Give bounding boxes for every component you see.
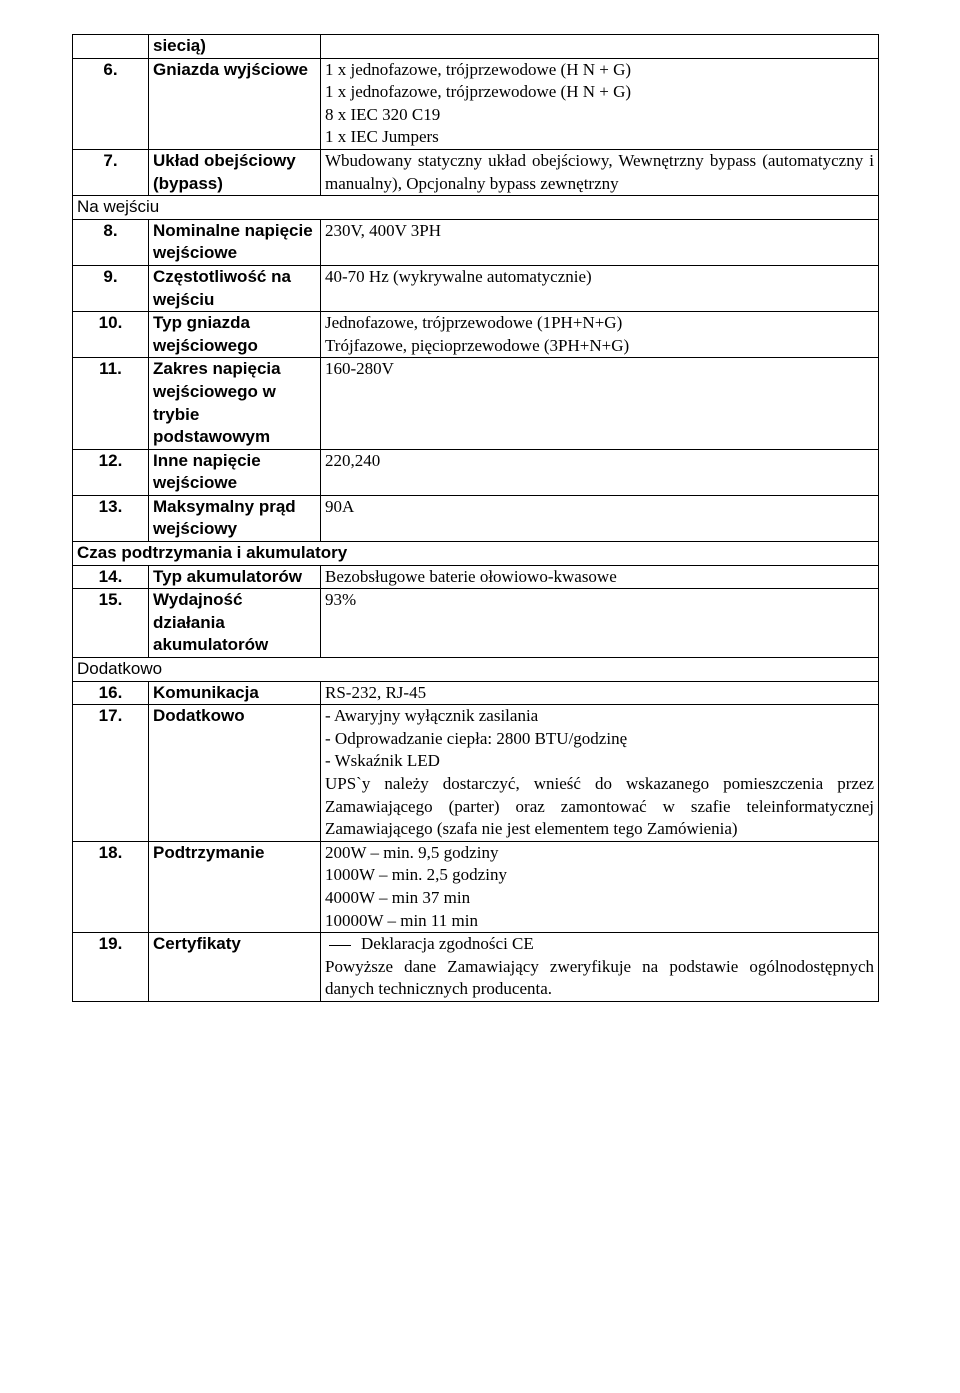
value-line: 4000W – min 37 min — [325, 887, 471, 907]
row-value-cell — [321, 495, 879, 541]
row-value-cell — [321, 841, 879, 932]
section-header: Na wejściu — [73, 196, 879, 220]
row-number: 14. — [73, 565, 149, 589]
row-value-cell — [321, 933, 879, 1002]
row-label: siecią) — [149, 35, 321, 59]
table-row — [73, 312, 879, 358]
table-row — [73, 219, 879, 265]
row-value-cell — [321, 565, 879, 589]
section-header: Dodatkowo — [73, 658, 879, 682]
row-number: 6. — [73, 58, 149, 149]
value-line: 8 x IEC 320 C19 — [325, 104, 441, 124]
row-value-cell — [321, 219, 879, 265]
row-number: 11. — [73, 358, 149, 449]
row-label: Nominalne napięcie wejściowe — [149, 219, 321, 265]
value-paragraph: Wbudowany statyczny układ obejściowy, Wewnętrzny bypass (automatyczny i manualny), Opcjonalny bypass zewnętrzny — [325, 150, 874, 193]
table-row — [73, 681, 879, 705]
value-line: 200W – min. 9,5 godziny — [325, 842, 499, 862]
table-row — [73, 358, 879, 449]
row-label: Częstotliwość na wejściu — [149, 265, 321, 311]
table-row — [73, 495, 879, 541]
row-value-cell — [321, 449, 879, 495]
value-line — [325, 933, 874, 956]
specification-table-body — [73, 35, 879, 1002]
row-value-cell — [321, 58, 879, 149]
row-label: Gniazda wyjściowe — [149, 58, 321, 149]
row-number: 8. — [73, 219, 149, 265]
row-value-cell — [321, 265, 879, 311]
value-line: 1 x jednofazowe, trójprzewodowe (H N + G) — [325, 82, 632, 102]
section-header: Czas podtrzymania i akumulatory — [73, 542, 879, 566]
row-value-cell — [321, 705, 879, 842]
row-number: 12. — [73, 449, 149, 495]
row-label: Certyfikaty — [149, 933, 321, 1002]
row-number: 10. — [73, 312, 149, 358]
row-value-cell — [321, 35, 879, 59]
row-label: Dodatkowo — [149, 705, 321, 842]
row-label: Maksymalny prąd wejściowy — [149, 495, 321, 541]
row-number: 17. — [73, 705, 149, 842]
value-line: 1 x IEC Jumpers — [325, 127, 439, 147]
table-row — [73, 265, 879, 311]
value-line: 1 x jednofazowe, trójprzewodowe (H N + G) — [325, 59, 632, 79]
row-value-cell — [321, 312, 879, 358]
value-line: 230V, 400V 3PH — [325, 220, 442, 240]
table-row — [73, 658, 879, 682]
table-row — [73, 542, 879, 566]
value-line: 160-280V — [325, 359, 394, 379]
table-row — [73, 58, 879, 149]
row-number: 16. — [73, 681, 149, 705]
row-label: Komunikacja — [149, 681, 321, 705]
value-line: - Wskaźnik LED — [325, 751, 440, 771]
value-line: - Awaryjny wyłącznik zasilania — [325, 706, 539, 726]
row-label: Podtrzymanie — [149, 841, 321, 932]
value-paragraph: UPS`y należy dostarczyć, wnieść do wskazanego pomieszczenia przez Zamawiającego (parter) oraz zamontować w szafie teleinformatycznej Zamawiającego (szafa nie jest elementem tego Zamówienia) — [325, 774, 874, 839]
table-row — [73, 705, 879, 842]
value-line: - Odprowadzanie ciepła: 2800 BTU/godzinę — [325, 728, 628, 748]
row-number: 18. — [73, 841, 149, 932]
row-label: Zakres napięcia wejściowego w trybie podstawowym — [149, 358, 321, 449]
value-line: Bezobsługowe baterie ołowiowo-kwasowe — [325, 566, 617, 586]
value-line: 10000W – min 11 min — [325, 910, 478, 930]
row-value-cell — [321, 681, 879, 705]
value-line: 90A — [325, 496, 355, 516]
spec-document — [72, 34, 879, 1002]
row-number: 19. — [73, 933, 149, 1002]
table-row — [73, 565, 879, 589]
value-text: Deklaracja zgodności CE — [361, 934, 534, 954]
specification-table — [72, 34, 879, 1002]
row-label: Układ obejściowy (bypass) — [149, 149, 321, 195]
row-number: 7. — [73, 149, 149, 195]
value-line: 93% — [325, 590, 357, 610]
table-row — [73, 35, 879, 59]
value-line: Jednofazowe, trójprzewodowe (1PH+N+G) — [325, 313, 623, 333]
table-row — [73, 933, 879, 1002]
table-row — [73, 589, 879, 658]
value-line: 1000W – min. 2,5 godziny — [325, 865, 507, 885]
row-label: Typ gniazda wejściowego — [149, 312, 321, 358]
row-value-cell — [321, 589, 879, 658]
row-value-cell — [321, 149, 879, 195]
table-row — [73, 449, 879, 495]
value-paragraph: Powyższe dane Zamawiający zweryfikuje na podstawie ogólnodostępnych danych technicznych producenta. — [325, 956, 874, 999]
row-number-cell — [73, 35, 149, 59]
row-number: 13. — [73, 495, 149, 541]
value-line: 40-70 Hz (wykrywalne automatycznie) — [325, 266, 592, 286]
table-row — [73, 196, 879, 220]
row-label: Inne napięcie wejściowe — [149, 449, 321, 495]
dash-bullet-icon — [329, 945, 351, 946]
row-label: Wydajność działania akumulatorów — [149, 589, 321, 658]
value-line: 220,240 — [325, 450, 381, 470]
row-number: 9. — [73, 265, 149, 311]
value-line: RS-232, RJ-45 — [325, 682, 427, 702]
row-label: Typ akumulatorów — [149, 565, 321, 589]
row-value-cell — [321, 358, 879, 449]
row-number: 15. — [73, 589, 149, 658]
table-row — [73, 149, 879, 195]
value-line: Trójfazowe, pięcioprzewodowe (3PH+N+G) — [325, 335, 630, 355]
table-row — [73, 841, 879, 932]
